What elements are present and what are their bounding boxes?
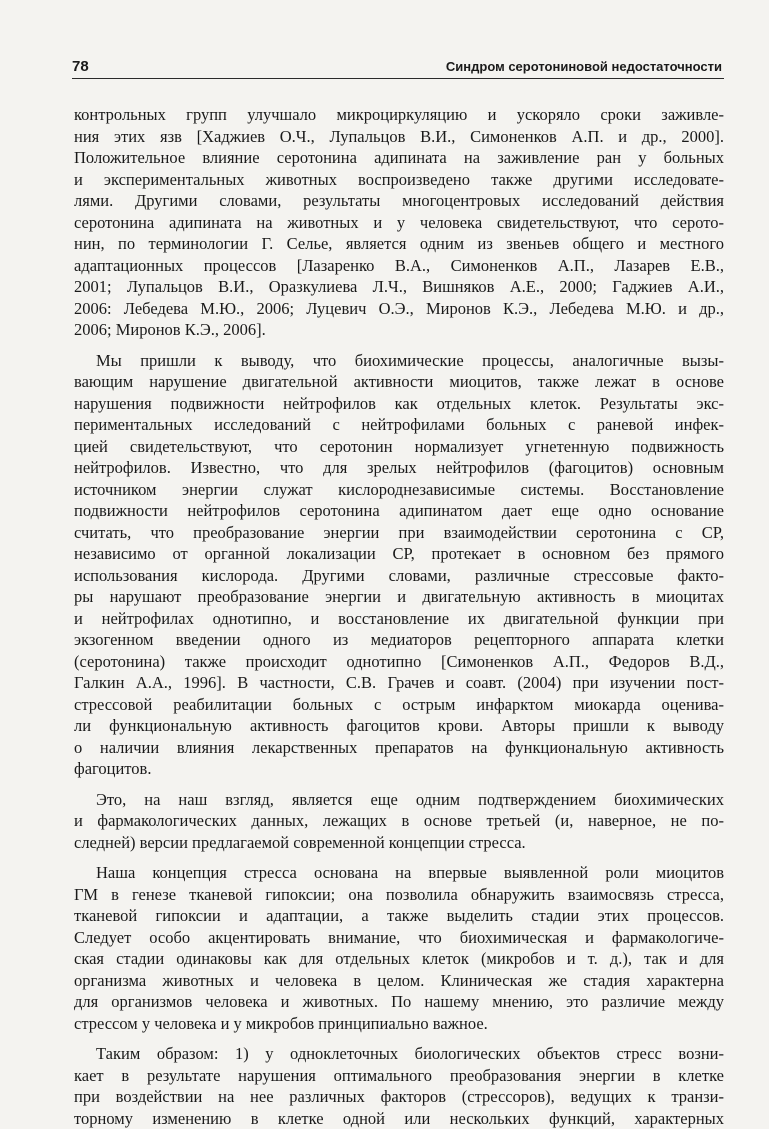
paragraph-gap [74,1034,724,1043]
text-line: нарушения подвижности нейтрофилов как отдельных клеток. Результаты экс- [74,393,724,415]
text-line: адаптационных процессов [Лазаренко В.А., Симоненков А.П., Лазарев Е.В., [74,255,724,277]
text-line: для организмов человека и животных. По нашему мнению, это различие между [74,991,724,1013]
text-line: контрольных групп улучшало микроциркуляцию и ускоряло сроки заживле- [74,104,724,126]
text-line: торному изменению в клетке одной или нескольких функций, характерных [74,1108,724,1129]
text-line: следней) версии предлагаемой современной концепции стресса. [74,832,724,854]
text-line: 2006: Лебедева М.Ю., 2006; Луцевич О.Э., Миронов К.Э., Лебедева М.Ю. и др., [74,298,724,320]
text-line: кает в результате нарушения оптимального преобразования энергии в клетке [74,1065,724,1087]
text-line: ния этих язв [Хаджиев О.Ч., Лупальцов В.И., Симоненков А.П. и др., 2000]. [74,126,724,148]
text-line: тканевой гипоксии и адаптации, а также выделить стадии этих процессов. [74,905,724,927]
text-line: стрессовой реабилитации больных с острым инфарктом миокарда оценива- [74,694,724,716]
text-line: (серотонина) также происходит однотипно [Симоненков А.П., Федоров В.Д., [74,651,724,673]
text-line: 2001; Лупальцов В.И., Оразкулиева Л.Ч., Вишняков А.Е., 2000; Гаджиев А.И., [74,276,724,298]
text-line: ГМ в генезе тканевой гипоксии; она позволила обнаружить взаимосвязь стресса, [74,884,724,906]
running-title: Синдром серотониновой недостаточности [446,59,722,74]
paragraph [74,1043,724,1129]
text-line: Положительное влияние серотонина адипината на заживление ран у больных [74,147,724,169]
text-line: фагоцитов. [74,758,724,780]
paragraph [74,350,724,780]
text-line: при воздействии на нее различных факторов (стрессоров), ведущих к транзи- [74,1086,724,1108]
text-line: цией свидетельствуют, что серотонин нормализует угнетенную подвижность [74,436,724,458]
text-line: ская стадии одинаковы как для отдельных клеток (микробов и т. д.), так и для [74,948,724,970]
paragraph [74,104,724,341]
text-line: и экспериментальных животных воспроизведено также другими исследовате- [74,169,724,191]
paragraph [74,862,724,1034]
text-line: подвижности нейтрофилов серотонина адипинатом дает еще одно основание [74,500,724,522]
text-line: организма животных и человека в целом. Клиническая же стадия характерна [74,970,724,992]
running-header [72,56,724,79]
body-text [74,104,724,1129]
text-line: нейтрофилов. Известно, что для зрелых нейтрофилов (фагоцитов) основным [74,457,724,479]
text-line: и фармакологических данных, лежащих в основе третьей (и, наверное, не по- [74,810,724,832]
text-line: стрессом у человека и у микробов принципиально важное. [74,1013,724,1035]
page-number: 78 [72,58,89,75]
paragraph [74,789,724,854]
text-line: периментальных исследований с нейтрофилами больных с раневой инфек- [74,414,724,436]
text-line: использования кислорода. Другими словами, различные стрессовые факто- [74,565,724,587]
text-line: о наличии влияния лекарственных препаратов на функциональную активность [74,737,724,759]
text-line: Мы пришли к выводу, что биохимические процессы, аналогичные вызы- [74,350,724,372]
paragraph-gap [74,780,724,789]
text-line: лями. Другими словами, результаты многоцентровых исследований действия [74,190,724,212]
text-line: 2006; Миронов К.Э., 2006]. [74,319,724,341]
text-line: ры нарушают преобразование энергии и двигательную активность в миоцитах [74,586,724,608]
text-line: Галкин А.А., 1996]. В частности, С.В. Грачев и соавт. (2004) при изучении пост- [74,672,724,694]
text-line: Наша концепция стресса основана на впервые выявленной роли миоцитов [74,862,724,884]
text-line: Это, на наш взгляд, является еще одним подтверждением биохимических [74,789,724,811]
text-line: источником энергии служат кислороднезависимые системы. Восстановление [74,479,724,501]
text-line: независимо от органной локализации СР, протекает в основном без прямого [74,543,724,565]
paragraph-gap [74,341,724,350]
text-line: серотонина адипината на животных и у человека свидетельствуют, что серото- [74,212,724,234]
text-line: ли функциональную активность фагоцитов крови. Авторы пришли к выводу [74,715,724,737]
paragraph-gap [74,853,724,862]
text-line: и нейтрофилах однотипно, и восстановление их двигательной функции при [74,608,724,630]
text-line: нин, по терминологии Г. Селье, является одним из звеньев общего и местного [74,233,724,255]
text-line: считать, что преобразование энергии при взаимодействии серотонина с СР, [74,522,724,544]
text-line: Следует особо акцентировать внимание, что биохимическая и фармакологиче- [74,927,724,949]
text-line: экзогенном введении одного из медиаторов рецепторного аппарата клетки [74,629,724,651]
text-line: Таким образом: 1) у одноклеточных биологических объектов стресс возни- [74,1043,724,1065]
text-line: вающим нарушение двигательной активности миоцитов, также лежат в основе [74,371,724,393]
